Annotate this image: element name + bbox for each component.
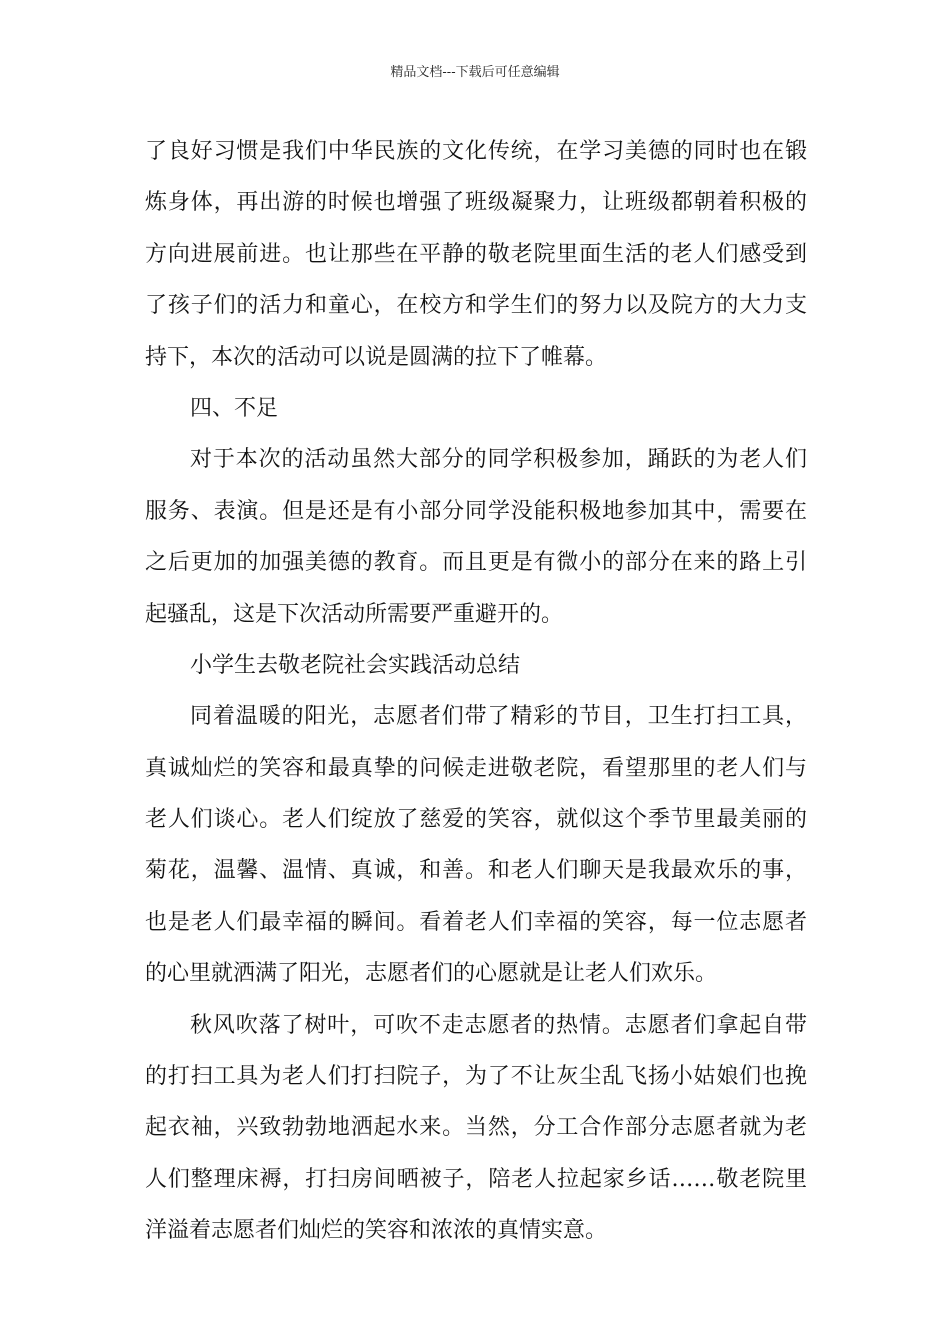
text-line: 的打扫工具为老人们打扫院子，为了不让灰尘乱飞扬小姑娘们也挽 [145, 1064, 807, 1090]
text-line: 的心里就洒满了阳光，志愿者们的心愿就是让老人们欢乐。 [145, 961, 718, 987]
text-line: 炼身体，再出游的时候也增强了班级凝聚力，让班级都朝着积极的 [145, 190, 807, 216]
page-header: 精品文档---下载后可任意编辑 [390, 65, 560, 80]
text-line: 起骚乱，这是下次活动所需要严重避开的。 [145, 601, 564, 627]
text-line: 持下，本次的活动可以说是圆满的拉下了帷幕。 [145, 344, 608, 370]
text-line: 对于本次的活动虽然大部分的同学积极参加，踊跃的为老人们 [190, 447, 807, 473]
text-line: 洋溢着志愿者们灿烂的笑容和浓浓的真情实意。 [145, 1218, 608, 1244]
section-heading-shortcomings: 四、不足 [190, 395, 279, 421]
text-line: 秋风吹落了树叶，可吹不走志愿者的热情。志愿者们拿起自带 [190, 1012, 807, 1038]
text-line: 之后更加的加强美德的教育。而且更是有微小的部分在来的路上引 [145, 550, 807, 576]
text-line: 了良好习惯是我们中华民族的文化传统，在学习美德的同时也在锻 [145, 139, 807, 164]
text-line: 了孩子们的活力和童心，在校方和学生们的努力以及院方的大力支 [145, 293, 807, 319]
text-line: 也是老人们最幸福的瞬间。看着老人们幸福的笑容，每一位志愿者 [145, 909, 807, 935]
text-line: 老人们谈心。老人们绽放了慈爱的笑容，就似这个季节里最美丽的 [145, 807, 807, 833]
text-line: 起衣袖，兴致勃勃地洒起水来。当然，分工合作部分志愿者就为老 [145, 1115, 807, 1141]
document-body [145, 126, 807, 1257]
text-line: 真诚灿烂的笑容和最真挚的问候走进敬老院，看望那里的老人们与 [145, 755, 807, 781]
text-line: 人们整理床褥，打扫房间晒被子，陪老人拉起家乡话……敬老院里 [145, 1166, 807, 1192]
text-line: 菊花，温馨、温情、真诚，和善。和老人们聊天是我最欢乐的事， [145, 858, 807, 884]
text-line: 方向进展前进。也让那些在平静的敬老院里面生活的老人们感受到 [145, 241, 807, 267]
text-line: 服务、表演。但是还是有小部分同学没能积极地参加其中，需要在 [145, 498, 807, 524]
section-heading-summary: 小学生去敬老院社会实践活动总结 [190, 652, 521, 678]
text-line: 同着温暖的阳光，志愿者们带了精彩的节目，卫生打扫工具， [190, 704, 807, 730]
